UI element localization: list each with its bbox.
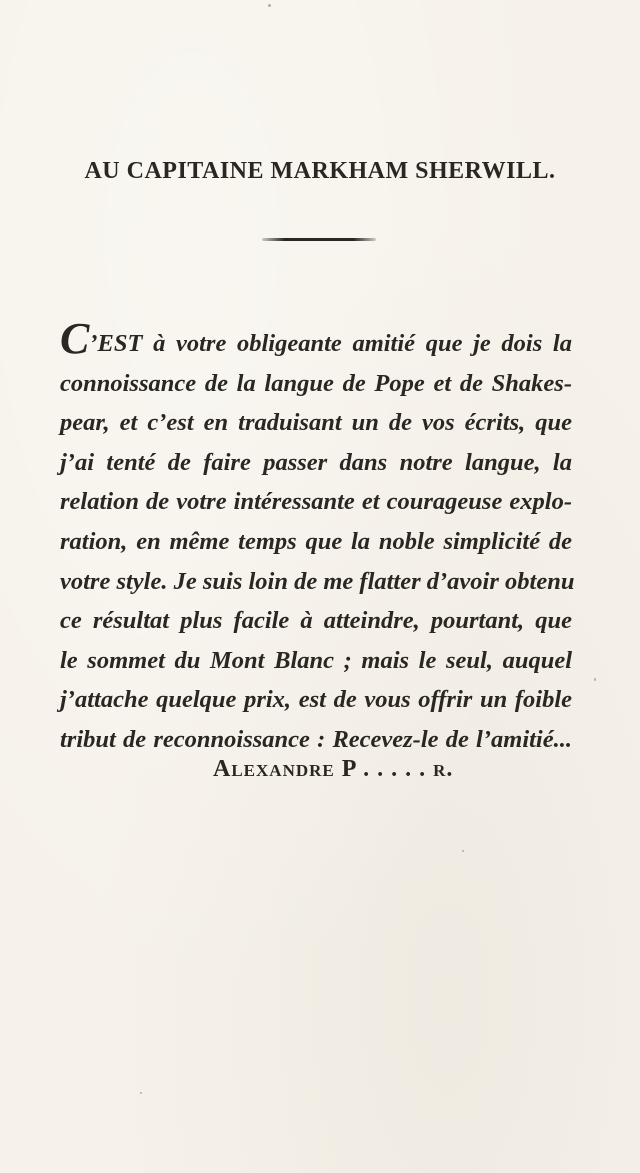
letter-line-5: relation de votre intéressante et courageuse explo- — [60, 488, 572, 516]
signature: Alexandre P . . . . . r. — [213, 756, 454, 782]
drop-cap: C — [60, 314, 90, 363]
letter-line-1 — [60, 314, 572, 364]
letter-line-8: ce résultat plus facile à atteindre, pourtant, que — [60, 607, 572, 635]
letter-body — [60, 314, 575, 760]
paper-speck — [140, 1092, 142, 1094]
letter-line-4: j’ai tenté de faire passer dans notre langue, la — [60, 448, 572, 476]
letter-line-1-text: ’EST à votre obligeante amitié que je dois la — [89, 330, 572, 357]
letter-line-9: le sommet du Mont Blanc ; mais le seul, auquel — [60, 646, 572, 674]
ornamental-rule — [262, 238, 376, 241]
dedication-title: AU CAPITAINE MARKHAM SHERWILL. — [84, 158, 556, 184]
letter-line-6: ration, en même temps que la noble simplicité de — [60, 527, 572, 555]
letter-line-3: pear, et c’est en traduisant un de vos écrits, que — [60, 409, 572, 437]
paper-speck — [462, 850, 464, 852]
letter-line-11: tribut de reconnoissance : Recevez-le de l’amitié... — [60, 725, 572, 753]
letter-line-2: connoissance de la langue de Pope et de Shakes- — [60, 369, 572, 397]
letter-line-10: j’attache quelque prix, est de vous offrir un foible — [60, 686, 572, 714]
letter-line-7: votre style. Je suis loin de me flatter d’avoir obtenu — [60, 567, 575, 595]
paper-speck — [594, 678, 596, 681]
paper-speck — [268, 4, 271, 7]
